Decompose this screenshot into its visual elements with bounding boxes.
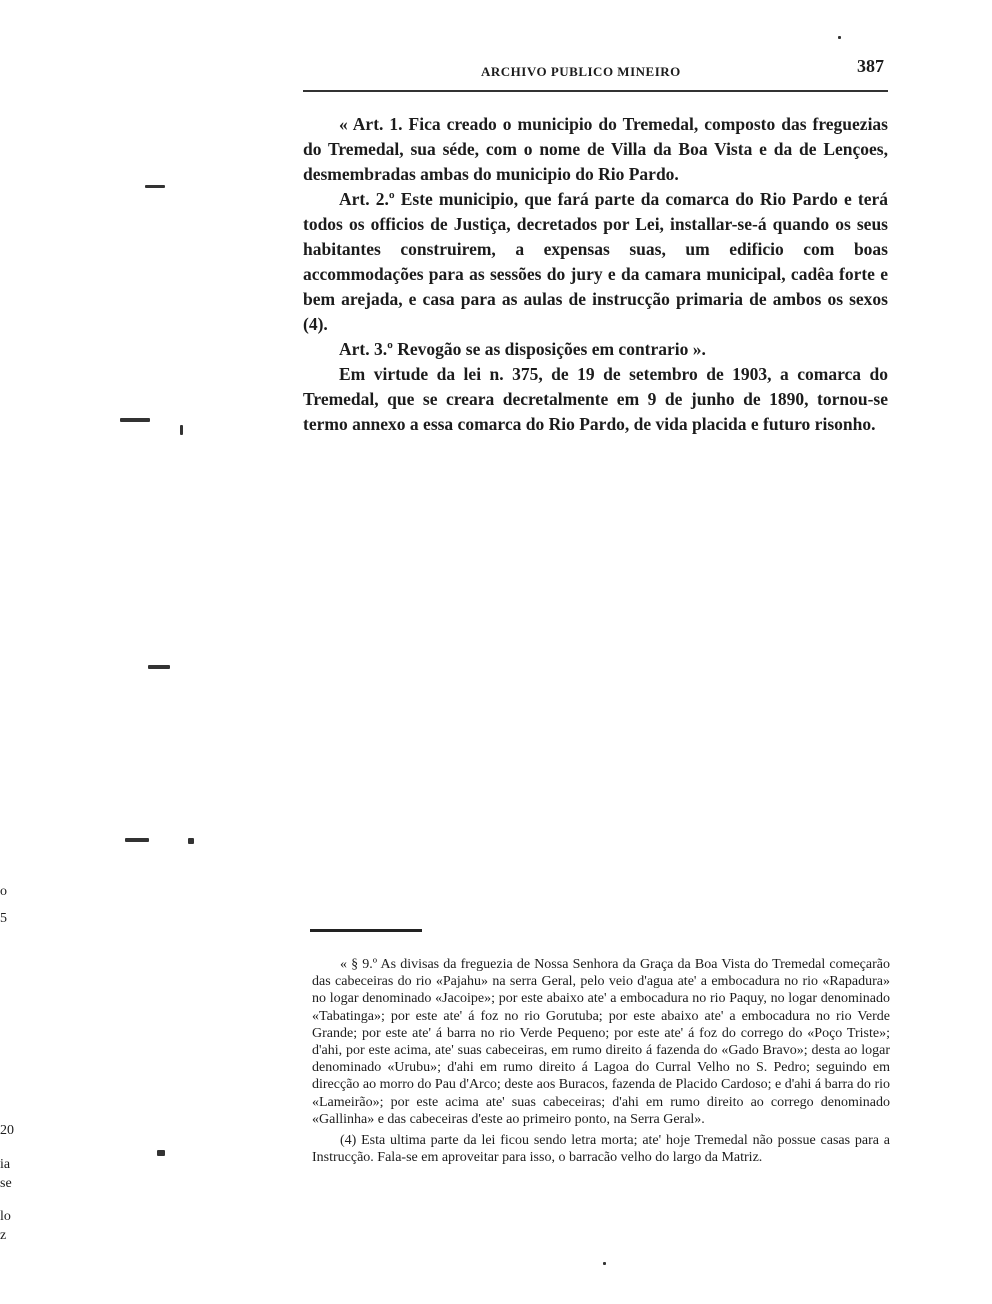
footnote-rule bbox=[310, 929, 422, 932]
scan-speck bbox=[125, 838, 149, 842]
paragraph-art-1: « Art. 1. Fica creado o municipio do Tremedal, composto das freguezias do Tremedal, sua séde, com o nome de Villa da Boa Vista e da de Lençoes, desmembradas ambas do municipio do Rio Pardo. bbox=[303, 114, 888, 184]
running-title: ARCHIVO PUBLICO MINEIRO bbox=[481, 64, 681, 79]
page-header bbox=[303, 56, 888, 86]
paragraph-lei-375: Em virtude da lei n. 375, de 19 de setembro de 1903, a comarca do Tremedal, que se creara decretalmente em 9 de junho de 1890, tornou-se termo annexo a essa comarca do Rio Pardo, de vida placida e futuro risonho. bbox=[303, 364, 888, 434]
scan-speck bbox=[120, 418, 150, 422]
margin-fragment: ia bbox=[0, 1157, 11, 1172]
footnote-4: (4) Esta ultima parte da lei ficou sendo letra morta; ate' hoje Tremedal não possue casas para a Instrucção. Fala-se em aproveitar para isso, o barracão velho do largo da Matriz. bbox=[312, 1133, 890, 1166]
scan-speck bbox=[188, 838, 194, 844]
scan-speck bbox=[838, 36, 841, 39]
margin-fragment: se bbox=[0, 1176, 12, 1191]
paragraph-art-2: Art. 2.º Este municipio, que fará parte da comarca do Rio Pardo e terá todos os officios de Justiça, decretados por Lei, installar-se-á quando os seus habitantes construirem, a expensas suas, um edificio com boas accommodações para as sessões do jury e da camara municipal, cadêa forte e bem arejada, e casa para as aulas de instrucção primaria de ambos os sexos (4). bbox=[303, 189, 888, 334]
margin-fragment: o bbox=[0, 884, 7, 899]
margin-fragment: 20 bbox=[0, 1123, 14, 1138]
header-rule bbox=[303, 90, 888, 92]
page-number: 387 bbox=[857, 56, 884, 76]
scan-speck bbox=[148, 665, 170, 669]
scan-speck bbox=[157, 1150, 165, 1156]
scan-speck bbox=[145, 185, 165, 188]
footnote-section-9: « § 9.º As divisas da freguezia de Nossa Senhora da Graça da Boa Vista do Tremedal começarão das cabeceiras do rio «Pajahu» na serra Geral, pelo veio d'agua ate' a embocadura no rio «Rapadura» no logar denominado «Jacoipe»; por este abaixo ate' a embocadura no rio Paquy, no logar denominado «Tabatinga»; por este ate' á foz no rio Gorutuba; por este abaixo ate' a embocadura no rio Verde Grande; por este ate' á barra no rio Verde Pequeno; por este ate' á foz do corrego do «Poço Triste»; d'ahi, por este acima, ate' suas cabeceiras, em rumo direito á fazenda do «Gado Bravo»; desta ao logar denominado «Urubu»; d'ahi em rumo direito á Lagoa do Curral Velho no S. Pedro; seguindo em direcção ao morro do Pau d'Arco; deste aos Buracos, fazenda de Placido Cardoso; e d'ahi á barra do rio «Lameirão»; por este acima ate' suas cabeceiras; d'ahi em rumo direito ao corrego denominado «Gallinha» e das cabeceiras d'este ao primeiro ponto, na Serra Geral». bbox=[312, 957, 890, 1127]
left-margin-fragments bbox=[0, 0, 20, 1304]
margin-fragment: 5 bbox=[0, 911, 7, 926]
scan-speck bbox=[603, 1262, 606, 1265]
footnotes bbox=[312, 956, 890, 1166]
paragraph-art-3: Art. 3.º Revogão se as disposições em contrario ». bbox=[339, 339, 706, 359]
scan-speck bbox=[180, 425, 183, 435]
main-text bbox=[303, 112, 888, 437]
margin-fragment: z bbox=[0, 1228, 7, 1243]
margin-fragment: lo bbox=[0, 1209, 11, 1224]
